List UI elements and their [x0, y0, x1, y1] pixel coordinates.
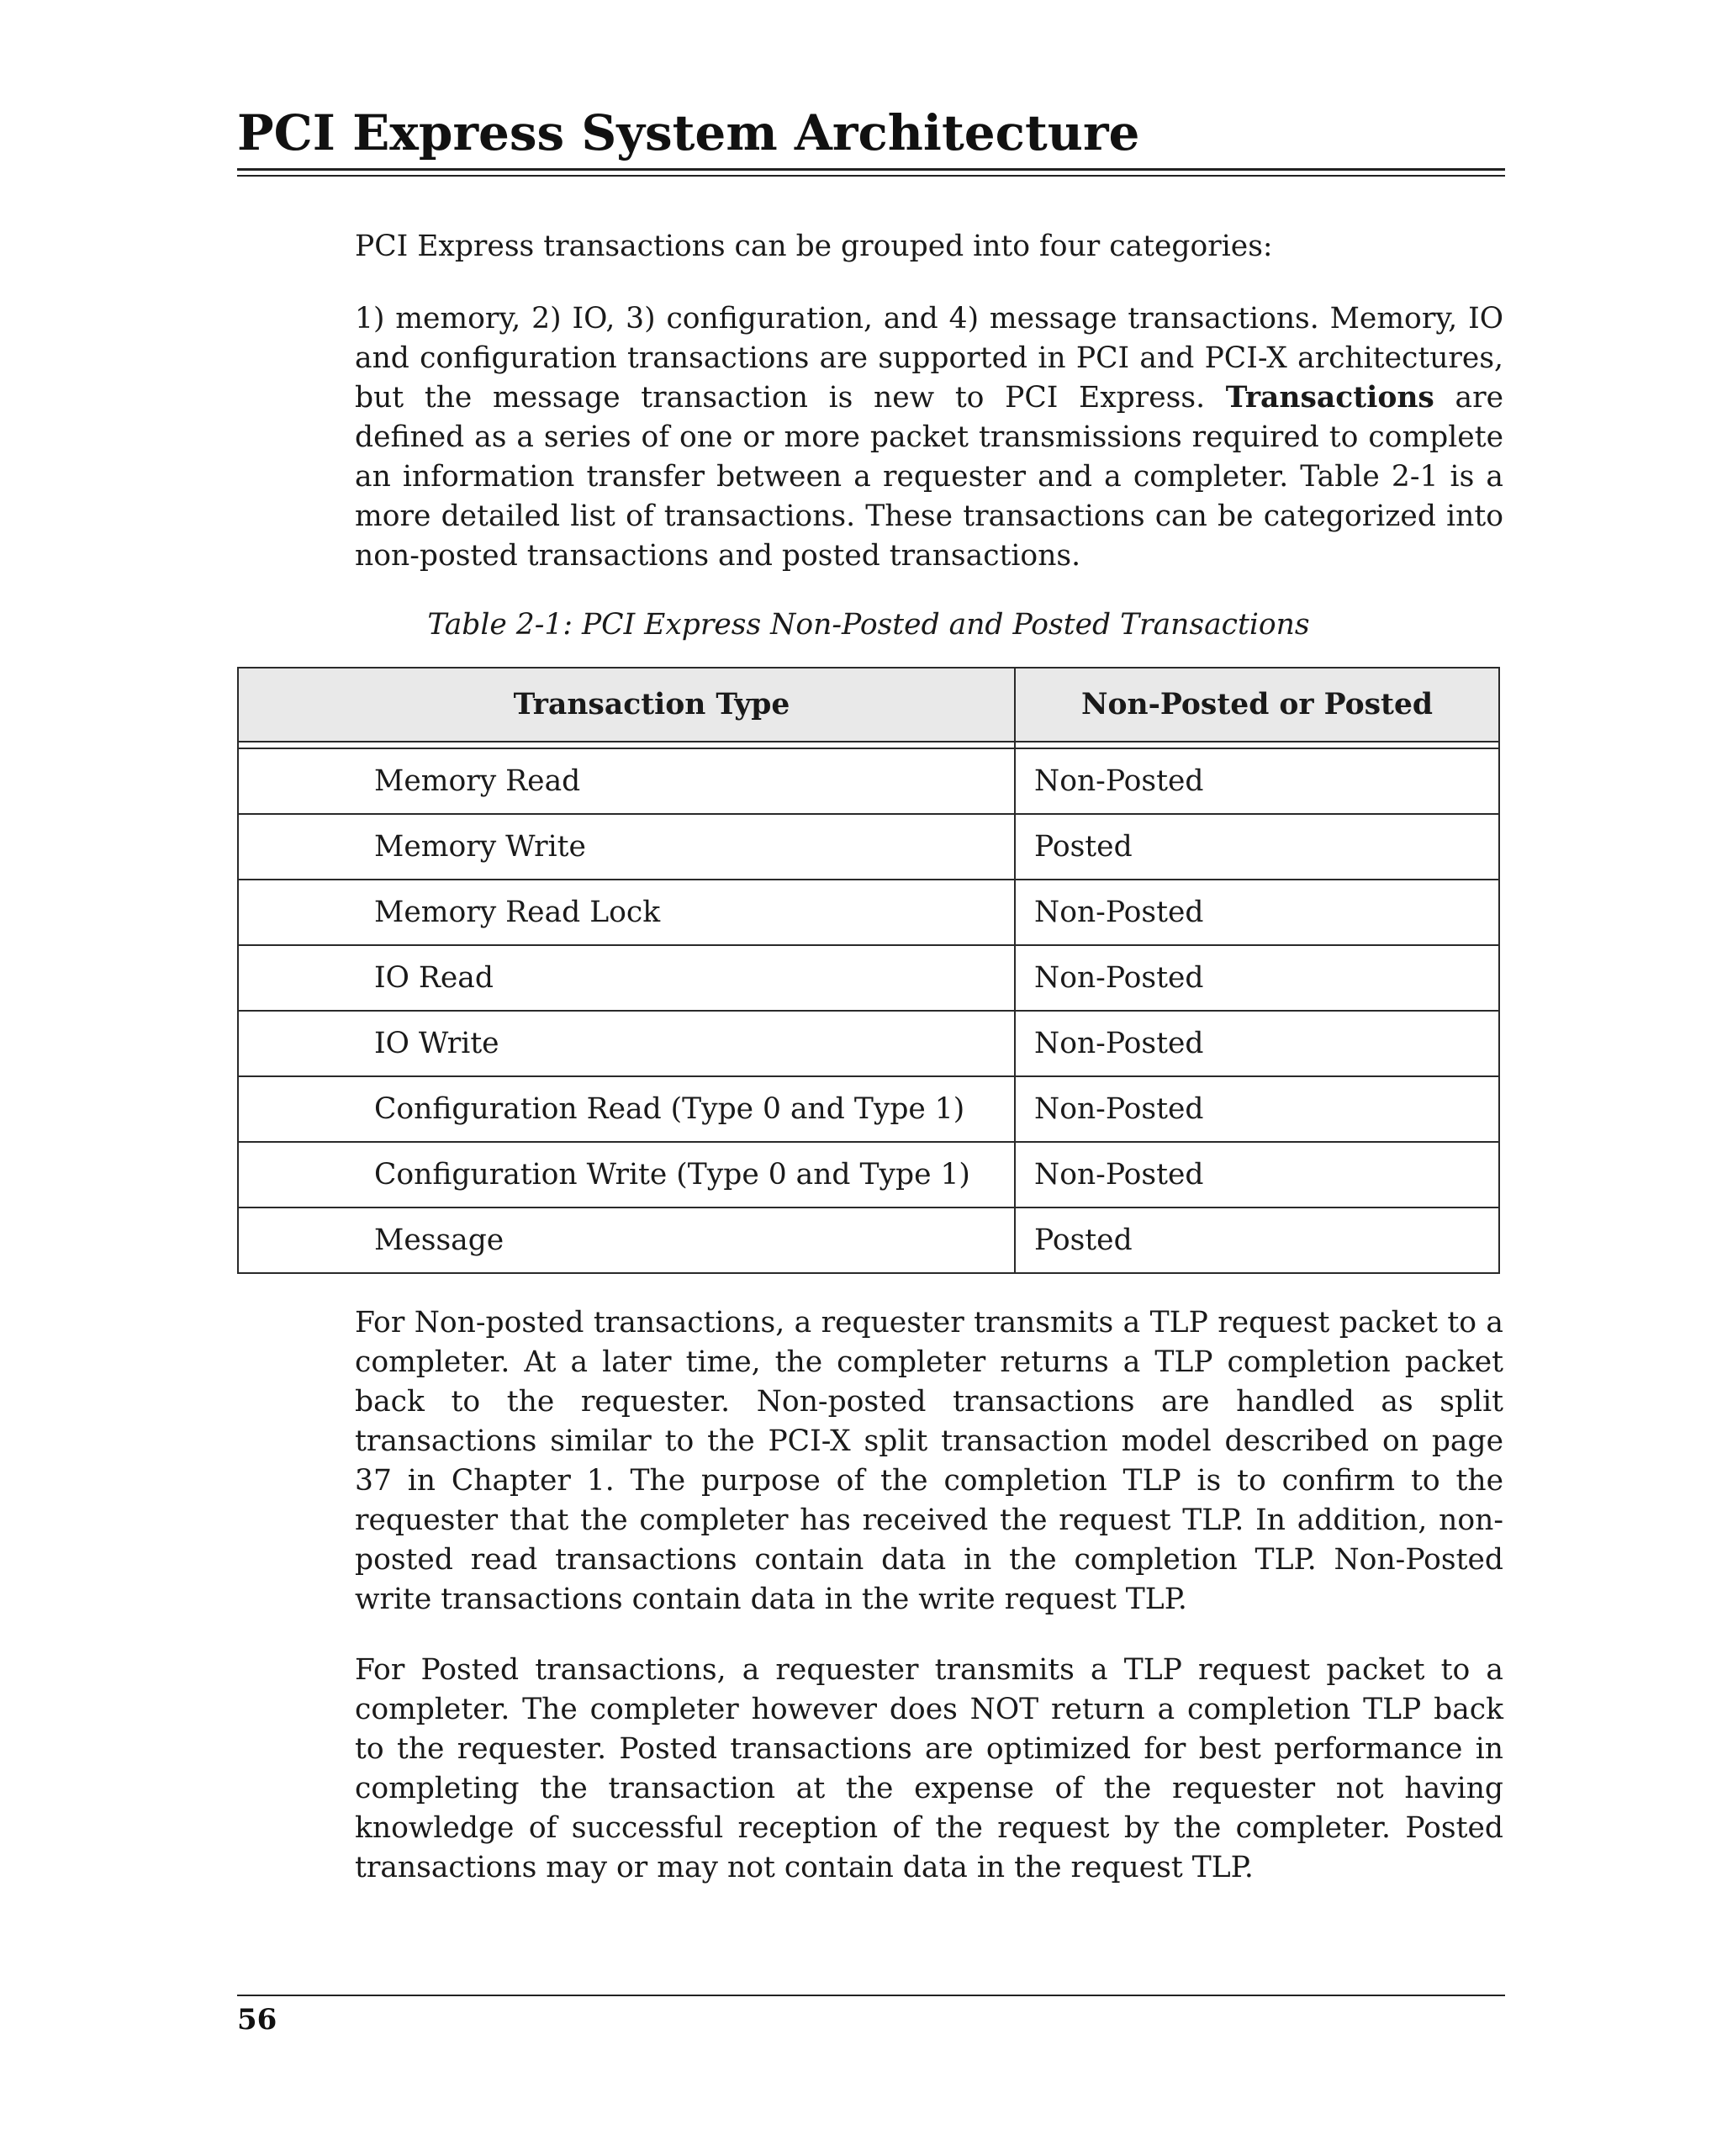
posting-cell: Non-Posted — [1015, 945, 1499, 1011]
table-caption: Table 2-1: PCI Express Non-Posted and Posted Transactions — [427, 608, 1310, 642]
transaction-type-cell: Memory Read — [238, 748, 1015, 814]
transaction-type-cell: IO Read — [238, 945, 1015, 1011]
transactions-term: Transactions — [1225, 381, 1434, 415]
categories-text-continued: are defined as a series of one or more packet transmissions required to complete an information transfer between a requester and a completer. Table 2-1 is a more detailed list of transactions. These transactions can be categorized into non-posted transactions and posted transactions. — [355, 381, 1503, 573]
transaction-type-cell: Memory Read Lock — [238, 880, 1015, 945]
page-title: PCI Express System Architecture — [237, 104, 1140, 161]
posting-cell: Non-Posted — [1015, 748, 1499, 814]
table-row — [238, 1011, 1499, 1076]
table-row — [238, 1142, 1499, 1207]
table-header-row — [238, 668, 1499, 742]
posting-cell: Non-Posted — [1015, 1011, 1499, 1076]
categories-paragraph — [355, 299, 1503, 576]
header-transaction-type: Transaction Type — [238, 668, 1015, 742]
transaction-type-cell: IO Write — [238, 1011, 1015, 1076]
title-rule — [237, 168, 1505, 171]
transactions-table — [237, 667, 1500, 1274]
posted-paragraph: For Posted transactions, a requester transmits a TLP request packet to a completer. The completer however does NOT return a completion TLP back to the requester. Posted transactions are optimized for best performance in completing the transaction at the expense of the requester not having knowledge of successful reception of the request by the completer. Posted transactions may or may not contain data in the request TLP. — [355, 1653, 1503, 1884]
posting-cell: Non-Posted — [1015, 880, 1499, 945]
transaction-type-cell: Memory Write — [238, 814, 1015, 880]
title-rule-secondary — [237, 175, 1505, 177]
transaction-type-cell: Configuration Read (Type 0 and Type 1) — [238, 1076, 1015, 1142]
transaction-type-cell: Message — [238, 1207, 1015, 1273]
table-row — [238, 814, 1499, 880]
intro-paragraph: PCI Express transactions can be grouped into four categories: — [355, 230, 1273, 263]
posting-cell: Non-Posted — [1015, 1076, 1499, 1142]
footer-rule — [237, 1995, 1505, 1996]
posting-cell: Posted — [1015, 1207, 1499, 1273]
table-row — [238, 880, 1499, 945]
non-posted-paragraph: For Non-posted transactions, a requester transmits a TLP request packet to a completer. At a later time, the completer returns a TLP completion packet back to the requester. Non-posted transactions are handled as split transactions similar to the PCI-X split transaction model described on page 37 in Chapter 1. The purpose of the completion TLP is to confirm to the requester that the completer has received the request TLP. In addition, non-posted read transactions contain data in the completion TLP. Non-Posted write transactions contain data in the write request TLP. — [355, 1306, 1503, 1616]
posting-cell: Non-Posted — [1015, 1142, 1499, 1207]
page-number: 56 — [237, 2003, 277, 2037]
table-row — [238, 1207, 1499, 1273]
transaction-type-cell: Configuration Write (Type 0 and Type 1) — [238, 1142, 1015, 1207]
header-non-posted-or-posted: Non-Posted or Posted — [1015, 668, 1499, 742]
posting-cell: Posted — [1015, 814, 1499, 880]
header-separator — [238, 742, 1499, 748]
categories-text: 1) memory, 2) IO, 3) configuration, and 4) message transactions. Memory, IO and configuration transactions are supported in PCI and PCI-X architectures, but the message transaction is new to PCI Express. — [355, 302, 1503, 415]
table-row — [238, 945, 1499, 1011]
table-row — [238, 1076, 1499, 1142]
table-row — [238, 748, 1499, 814]
